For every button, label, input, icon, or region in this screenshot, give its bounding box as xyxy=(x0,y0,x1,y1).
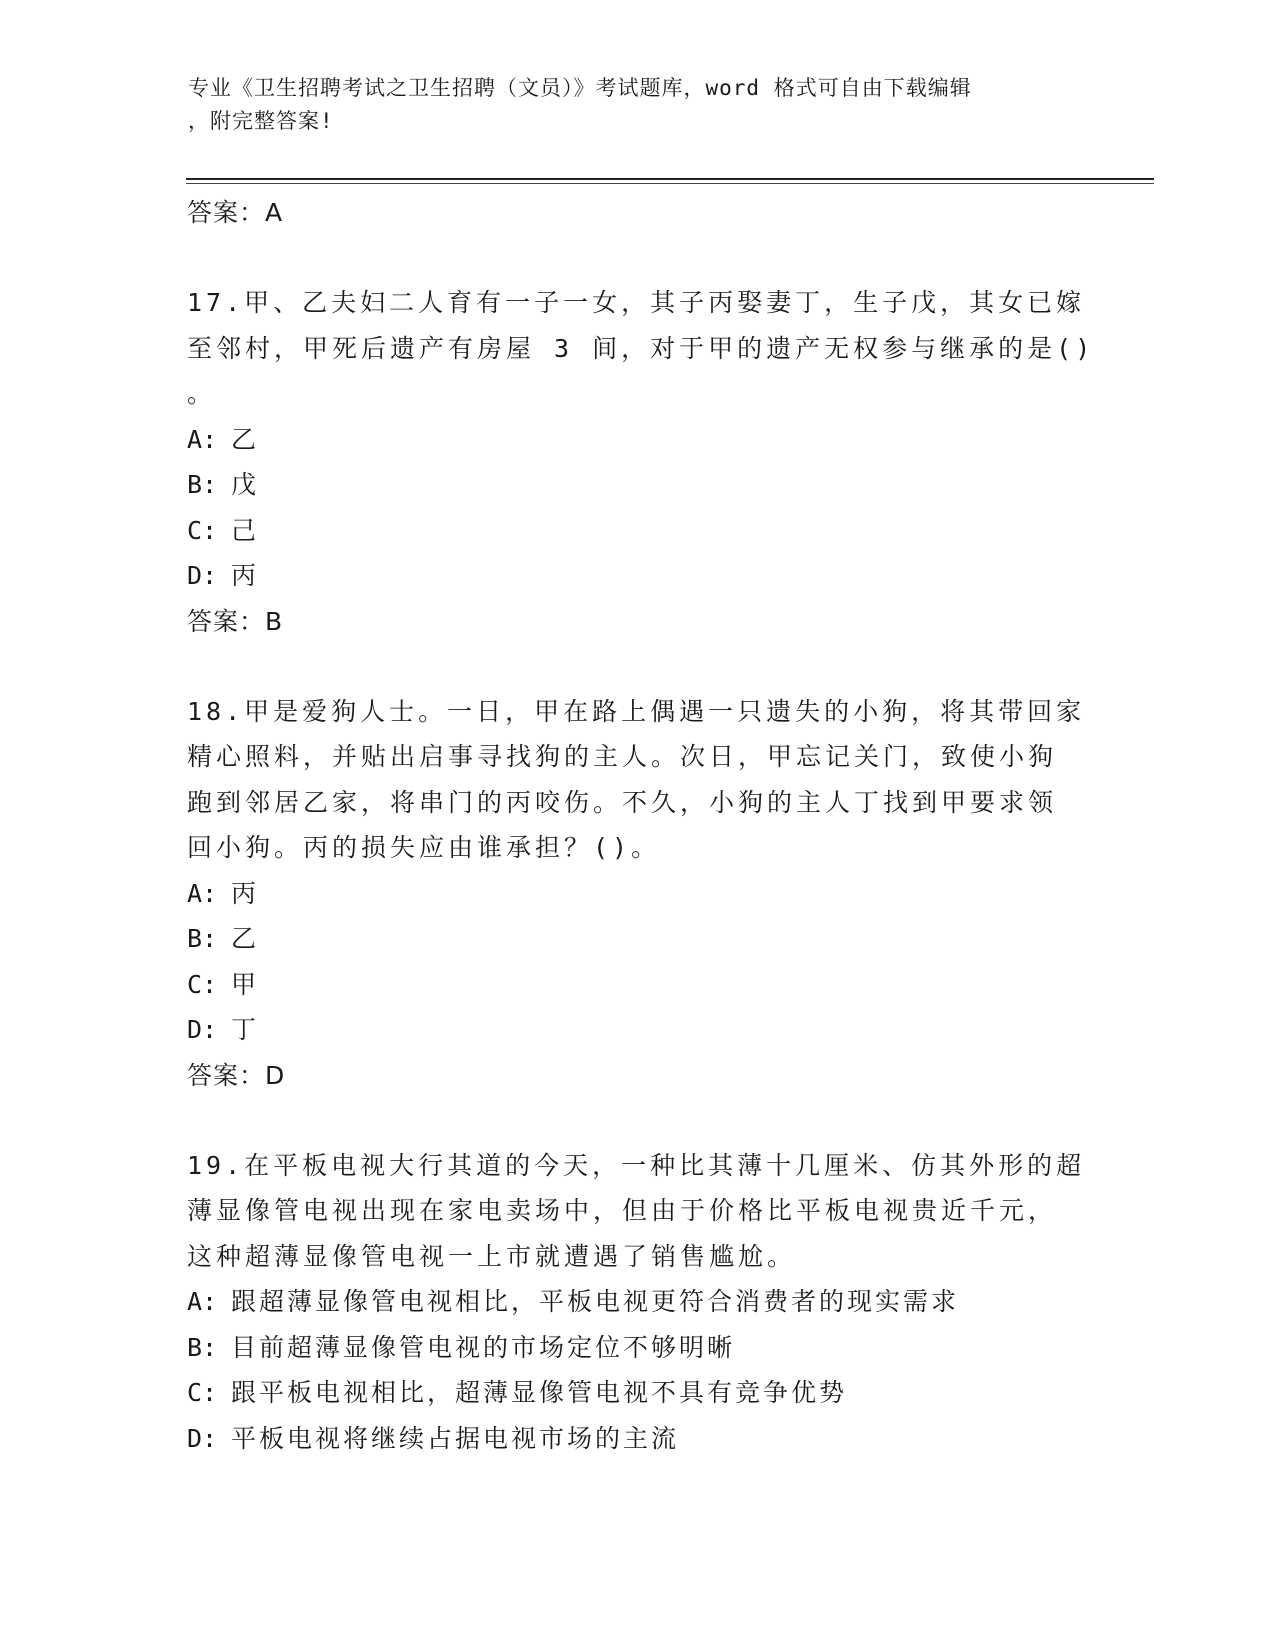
question-line: 回小狗。丙的损失应由谁承担？()。 xyxy=(187,833,661,862)
header-divider xyxy=(186,178,1154,180)
question-line: 至邻村，甲死后遗产有房屋 3 间，对于甲的遗产无权参与继承的是() xyxy=(187,333,1095,363)
question-line: 19.在平板电视大行其道的今天，一种比其薄十几厘米、仿其外形的超 xyxy=(187,1150,1086,1180)
answer-line: 答案：D xyxy=(187,1060,286,1090)
option-b xyxy=(187,1325,1087,1371)
header-line-1: 专业《卫生招聘考试之卫生招聘（文员）》考试题库，word 格式可自由下载编辑 xyxy=(188,76,972,100)
option-text: 目前超薄显像管电视的市场定位不够明晰 xyxy=(231,1332,736,1362)
option-a xyxy=(187,871,1087,917)
question-text xyxy=(187,1143,1087,1280)
option-key: D: xyxy=(187,561,218,590)
option-key: B: xyxy=(187,924,218,953)
option-text: 己 xyxy=(231,515,260,545)
document-header xyxy=(188,72,1068,138)
question-line: 。 xyxy=(187,379,217,408)
option-text: 平板电视将继续占据电视市场的主流 xyxy=(231,1423,680,1453)
option-b xyxy=(187,916,1087,962)
option-key: B: xyxy=(187,1332,218,1362)
question-17 xyxy=(187,280,1095,645)
question-text xyxy=(187,689,1087,871)
option-text: 戊 xyxy=(231,470,260,499)
option-c xyxy=(187,962,1087,1008)
answer-line: 答案：B xyxy=(187,606,284,636)
question-18 xyxy=(187,689,1087,1099)
question-line: 这种超薄显像管电视一上市就遭遇了销售尴尬。 xyxy=(187,1241,797,1271)
option-d xyxy=(187,553,1087,599)
option-c xyxy=(187,1370,1087,1416)
option-key: D: xyxy=(187,1015,218,1044)
option-key: A: xyxy=(187,424,218,454)
option-key: C: xyxy=(187,515,218,545)
option-key: C: xyxy=(187,969,218,999)
option-d xyxy=(187,1416,1087,1462)
question-line: 精心照料，并贴出启事寻找狗的主人。次日，甲忘记关门，致使小狗 xyxy=(187,742,1058,771)
question-line: 17.甲、乙夫妇二人育有一子一女，其子丙娶妻丁，生子戊，其女已嫁 xyxy=(187,288,1086,317)
option-key: D: xyxy=(187,1423,218,1453)
option-b xyxy=(187,462,1087,508)
option-text: 跟平板电视相比，超薄显像管电视不具有竞争优势 xyxy=(231,1378,848,1407)
option-key: C: xyxy=(187,1378,218,1407)
option-text: 丁 xyxy=(231,1015,260,1044)
document-body xyxy=(187,190,1095,1461)
header-line-2: ，附完整答案! xyxy=(188,109,334,133)
option-key: B: xyxy=(187,470,218,499)
option-text: 丙 xyxy=(231,561,260,590)
option-a xyxy=(187,1279,1087,1325)
option-text: 跟超薄显像管电视相比，平板电视更符合消费者的现实需求 xyxy=(231,1287,960,1316)
option-d xyxy=(187,1007,1087,1053)
question-text xyxy=(187,280,1095,417)
option-text: 甲 xyxy=(231,969,260,999)
header-divider-thin xyxy=(186,183,1154,184)
question-19 xyxy=(187,1143,1087,1462)
option-key: A: xyxy=(187,878,218,908)
question-line: 薄显像管电视出现在家电卖场中，但由于价格比平板电视贵近千元， xyxy=(187,1196,1058,1225)
answer-line: 答案：A xyxy=(187,198,284,227)
option-c xyxy=(187,508,1087,554)
question-line: 跑到邻居乙家，将串门的丙咬伤。不久，小狗的主人丁找到甲要求领 xyxy=(187,787,1058,817)
option-a xyxy=(187,417,1087,463)
option-text: 丙 xyxy=(231,878,260,908)
option-text: 乙 xyxy=(231,924,260,953)
option-text: 乙 xyxy=(231,424,260,454)
question-line: 18.甲是爱狗人士。一日，甲在路上偶遇一只遗失的小狗，将其带回家 xyxy=(187,696,1086,726)
option-key: A: xyxy=(187,1287,218,1316)
